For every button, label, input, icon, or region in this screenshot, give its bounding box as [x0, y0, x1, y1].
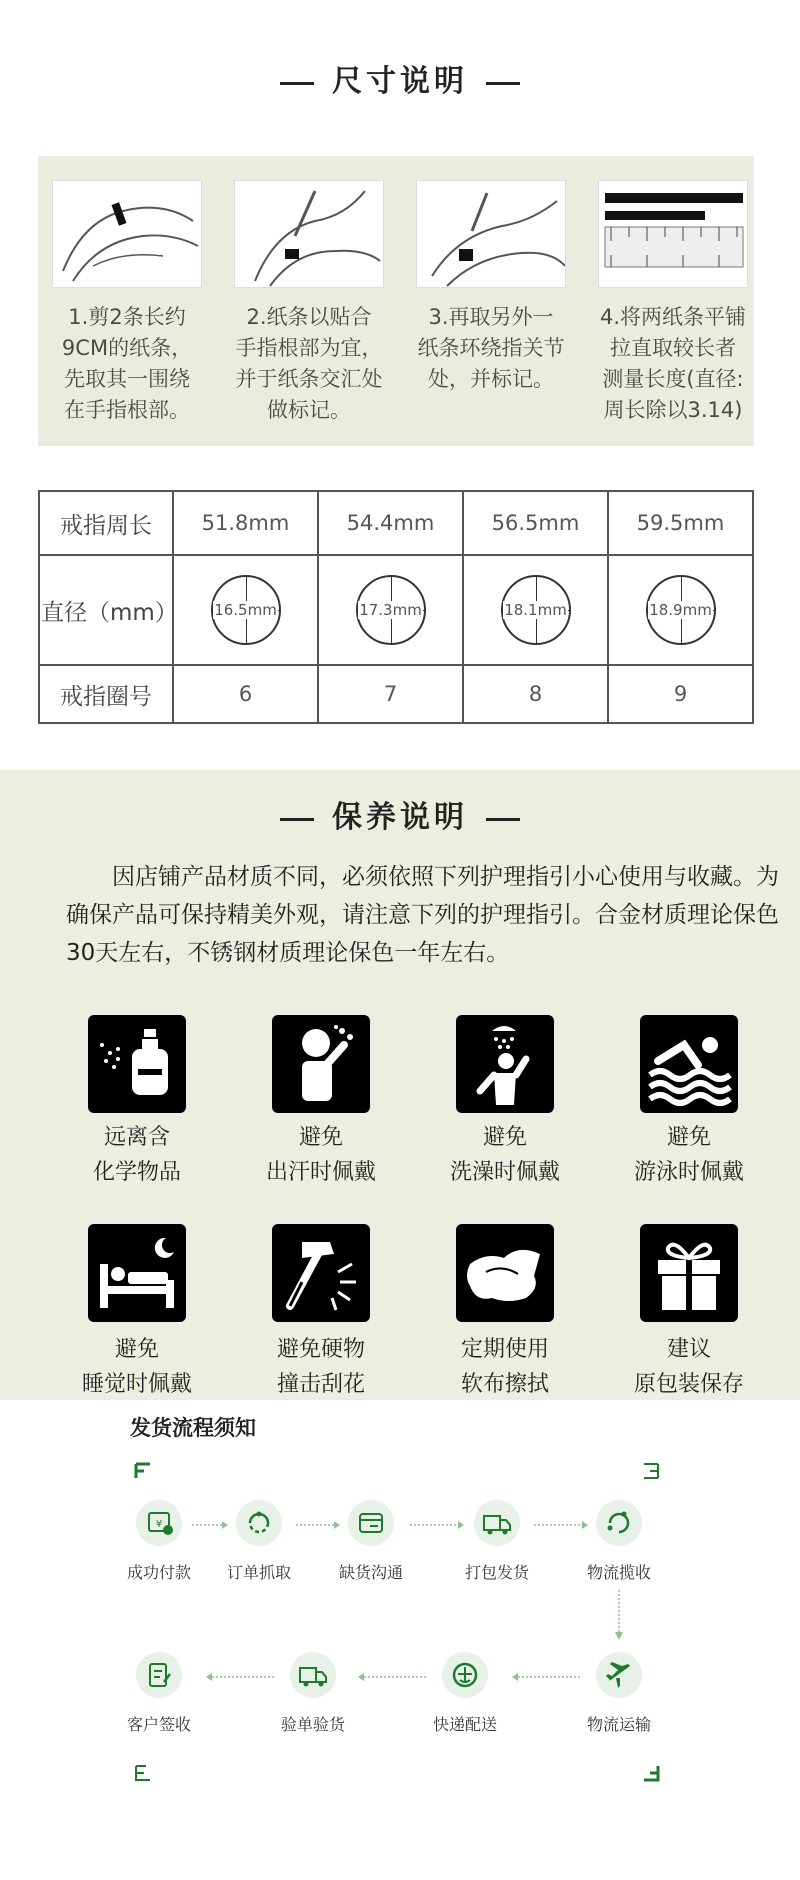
step-1-text: 1.剪2条长约 9CM的纸条， 先取其一围绕 在手指根部。: [61, 305, 193, 422]
table-row: [39, 491, 753, 555]
care-label-line1: 避免: [298, 1125, 343, 1150]
flow-arrow-icon: [534, 1520, 588, 1530]
flow-step-label: 订单抓取: [226, 1563, 291, 1582]
row-header-diameter: 直径（mm）: [39, 555, 173, 665]
flow-step-label: 缺货沟通: [338, 1563, 403, 1582]
step-3-text: 3.再取另外一 纸条环绕指关节 处，并标记。: [417, 305, 565, 391]
care-label: [52, 1120, 222, 1190]
step-4: [598, 180, 748, 426]
table-cell: 9: [608, 665, 753, 723]
care-label-line1: 避免: [482, 1125, 527, 1150]
table-cell: 54.4mm: [318, 491, 463, 555]
knuckle-wrap-illustration: [416, 180, 566, 288]
measure-steps-panel: [38, 156, 754, 446]
care-label-line2: 游泳时佩戴: [633, 1160, 744, 1185]
diameter-value: 17.3mm: [359, 601, 422, 619]
flow-arrow-icon: [358, 1672, 428, 1682]
title-dash-left: [280, 818, 314, 821]
care-section-title: [0, 792, 800, 836]
corner-bracket-icon: [134, 1462, 152, 1480]
corner-bracket-icon: [134, 1764, 152, 1782]
shipping-title: 发货流程须知: [130, 1416, 256, 1440]
care-label: [604, 1332, 774, 1402]
diameter-value: 18.1mm: [504, 601, 567, 619]
table-cell: 59.5mm: [608, 491, 753, 555]
stockout-chat-icon: [348, 1500, 394, 1546]
payment-icon: [136, 1500, 182, 1546]
flow-step-label: 快递配送: [432, 1715, 497, 1734]
flow-step-label: 客户签收: [126, 1715, 191, 1734]
table-cell: 56.5mm: [463, 491, 608, 555]
flow-arrow-icon: [296, 1520, 340, 1530]
care-label-line2: 出汗时佩戴: [265, 1160, 376, 1185]
care-paragraph: 因店铺产品材质不同，必须依照下列护理指引小心使用与收藏。为确保产品可保持精美外观，请注意下列的护理指引。合金材质理论保色30天左右，不锈钢材质理论保色一年左右。: [66, 864, 779, 966]
corner-bracket-icon: [642, 1764, 660, 1782]
soft-cloth-icon: [456, 1224, 554, 1322]
care-label-line1: 远离含: [103, 1125, 170, 1150]
table-cell: 7: [318, 665, 463, 723]
care-label-line2: 软布擦拭: [460, 1372, 549, 1397]
care-label-line1: 避免: [114, 1337, 159, 1362]
care-label-line1: 避免硬物: [276, 1337, 365, 1362]
step-2: [234, 180, 384, 426]
svg-text:¥: ¥: [155, 1519, 163, 1530]
size-title-text: 尺寸说明: [332, 64, 468, 99]
table-row: [39, 555, 753, 665]
care-label-line2: 原包装保存: [633, 1372, 744, 1397]
care-title-text: 保养说明: [332, 800, 468, 835]
step-2-text: 2.纸条以贴合 手指根部为宜， 并于纸条交汇处 做标记。: [235, 305, 383, 422]
flow-arrow-icon: [512, 1672, 582, 1682]
flow-arrow-icon: [206, 1672, 276, 1682]
corner-bracket-icon: [642, 1462, 660, 1480]
table-cell: 51.8mm: [173, 491, 318, 555]
care-label-line2: 撞击刮花: [276, 1372, 365, 1397]
diameter-value: 18.9mm: [649, 601, 712, 619]
flow-step-label: 物流揽收: [586, 1563, 651, 1582]
row-header-ring-size: 戒指圈号: [39, 665, 173, 723]
care-label: [420, 1332, 590, 1402]
step-3: [416, 180, 566, 395]
title-dash-right: [486, 82, 520, 85]
table-cell: 6: [173, 665, 318, 723]
title-dash-right: [486, 818, 520, 821]
care-label: [236, 1120, 406, 1190]
express-delivery-icon: [442, 1652, 488, 1698]
diameter-dial-icon: [501, 575, 571, 645]
table-cell: [463, 555, 608, 665]
sweating-person-icon: [272, 1015, 370, 1113]
row-header-circumference: 戒指周长: [39, 491, 173, 555]
swimming-icon: [640, 1015, 738, 1113]
flow-step-label: 打包发货: [464, 1563, 529, 1582]
receipt-sign-icon: [136, 1652, 182, 1698]
care-label: [52, 1332, 222, 1402]
step-4-text: 4.将两纸条平铺 拉直取较长者 测量长度(直径: 周长除以3.14): [599, 305, 747, 422]
care-label-line1: 建议: [666, 1337, 711, 1362]
care-label-line1: 定期使用: [460, 1337, 549, 1362]
pack-ship-icon: [474, 1500, 520, 1546]
ruler-illustration: [598, 180, 748, 288]
sleeping-bed-icon: [88, 1224, 186, 1322]
diameter-value: 16.5mm: [214, 601, 277, 619]
flow-arrow-down-icon: [614, 1590, 624, 1640]
table-cell: [318, 555, 463, 665]
care-label: [420, 1120, 590, 1190]
table-cell: [173, 555, 318, 665]
flow-step-label: 物流运输: [586, 1715, 651, 1734]
shower-icon: [456, 1015, 554, 1113]
care-label-line1: 避免: [666, 1125, 711, 1150]
order-grab-icon: [236, 1500, 282, 1546]
care-label: [604, 1120, 774, 1190]
table-row: [39, 665, 753, 723]
finger-mark-illustration: [234, 180, 384, 288]
ring-size-table: [38, 490, 754, 724]
table-cell: 8: [463, 665, 608, 723]
diameter-dial-icon: [211, 575, 281, 645]
care-label-line2: 睡觉时佩戴: [81, 1372, 192, 1397]
flow-step-label: 验单验货: [280, 1715, 345, 1734]
flow-arrow-icon: [410, 1520, 464, 1530]
size-section-title: [0, 56, 800, 100]
logistics-pickup-icon: [596, 1500, 642, 1546]
air-transport-icon: [596, 1652, 642, 1698]
step-1: [52, 180, 202, 426]
flow-arrow-icon: [192, 1520, 228, 1530]
inspect-truck-icon: [290, 1652, 336, 1698]
diameter-dial-icon: [646, 575, 716, 645]
perfume-spray-icon: [88, 1015, 186, 1113]
diameter-dial-icon: [356, 575, 426, 645]
care-label: [236, 1332, 406, 1402]
hammer-icon: [272, 1224, 370, 1322]
title-dash-left: [280, 82, 314, 85]
care-label-line2: 洗澡时佩戴: [449, 1160, 560, 1185]
gift-box-icon: [640, 1224, 738, 1322]
flow-step-label: 成功付款: [126, 1563, 191, 1582]
care-label-line2: 化学物品: [92, 1160, 181, 1185]
table-cell: [608, 555, 753, 665]
hand-wrap-illustration: [52, 180, 202, 288]
